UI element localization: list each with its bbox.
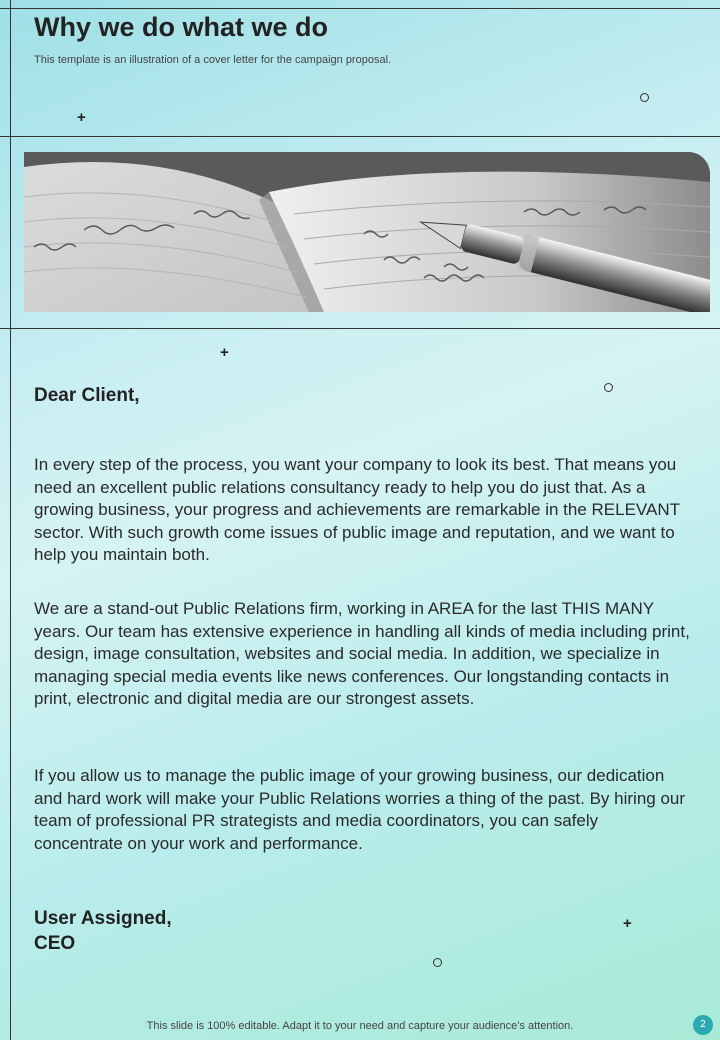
plus-decoration-icon: +	[77, 109, 86, 126]
letter-paragraph: We are a stand-out Public Relations firm, working in AREA for the last THIS MANY years. Our team has extensive experience in handling all kinds of media including print, design, image consultation, websites and social media. In addition, we specialize in managing special media events like news conferences. Our longstanding contacts in print, electronic and digital media are our strongest assets.	[34, 599, 690, 708]
letter-greeting: Dear Client,	[34, 385, 140, 406]
page-title: Why we do what we do	[34, 12, 329, 42]
circle-decoration-icon	[433, 958, 442, 967]
top-divider	[0, 8, 720, 9]
page-number-badge: 2	[693, 1015, 713, 1035]
header-divider	[0, 136, 720, 137]
notebook-pen-image	[24, 152, 710, 312]
letter-paragraph: If you allow us to manage the public image of your growing business, our dedication and hard work will make your Public Relations worries a thing of the past. By hiring our team of professional PR strategists and media coordinators, you can safely concentrate on your work and performance.	[34, 766, 686, 853]
signature-title: CEO	[34, 933, 76, 954]
plus-decoration-icon: +	[220, 344, 229, 361]
footer-note: This slide is 100% editable. Adapt it to your need and capture your audience’s attention.	[146, 1020, 574, 1032]
notebook-with-fountain-pen-icon	[24, 152, 710, 312]
image-divider	[0, 328, 720, 329]
page-subtitle: This template is an illustration of a cover letter for the campaign proposal.	[34, 54, 392, 66]
circle-decoration-icon	[640, 93, 649, 102]
signature-name: User Assigned,	[34, 908, 172, 929]
circle-decoration-icon	[604, 383, 613, 392]
signature-block	[34, 906, 172, 956]
left-border-line	[10, 0, 11, 1040]
plus-decoration-icon: +	[623, 915, 632, 932]
letter-paragraph: In every step of the process, you want your company to look its best. That means you need an excellent public relations consultancy ready to help you do just that. As a growing business, your progress and achievements are remarkable in the RELEVANT sector. With such growth come issues of public image and reputation, and we want to help you maintain both.	[34, 455, 680, 564]
